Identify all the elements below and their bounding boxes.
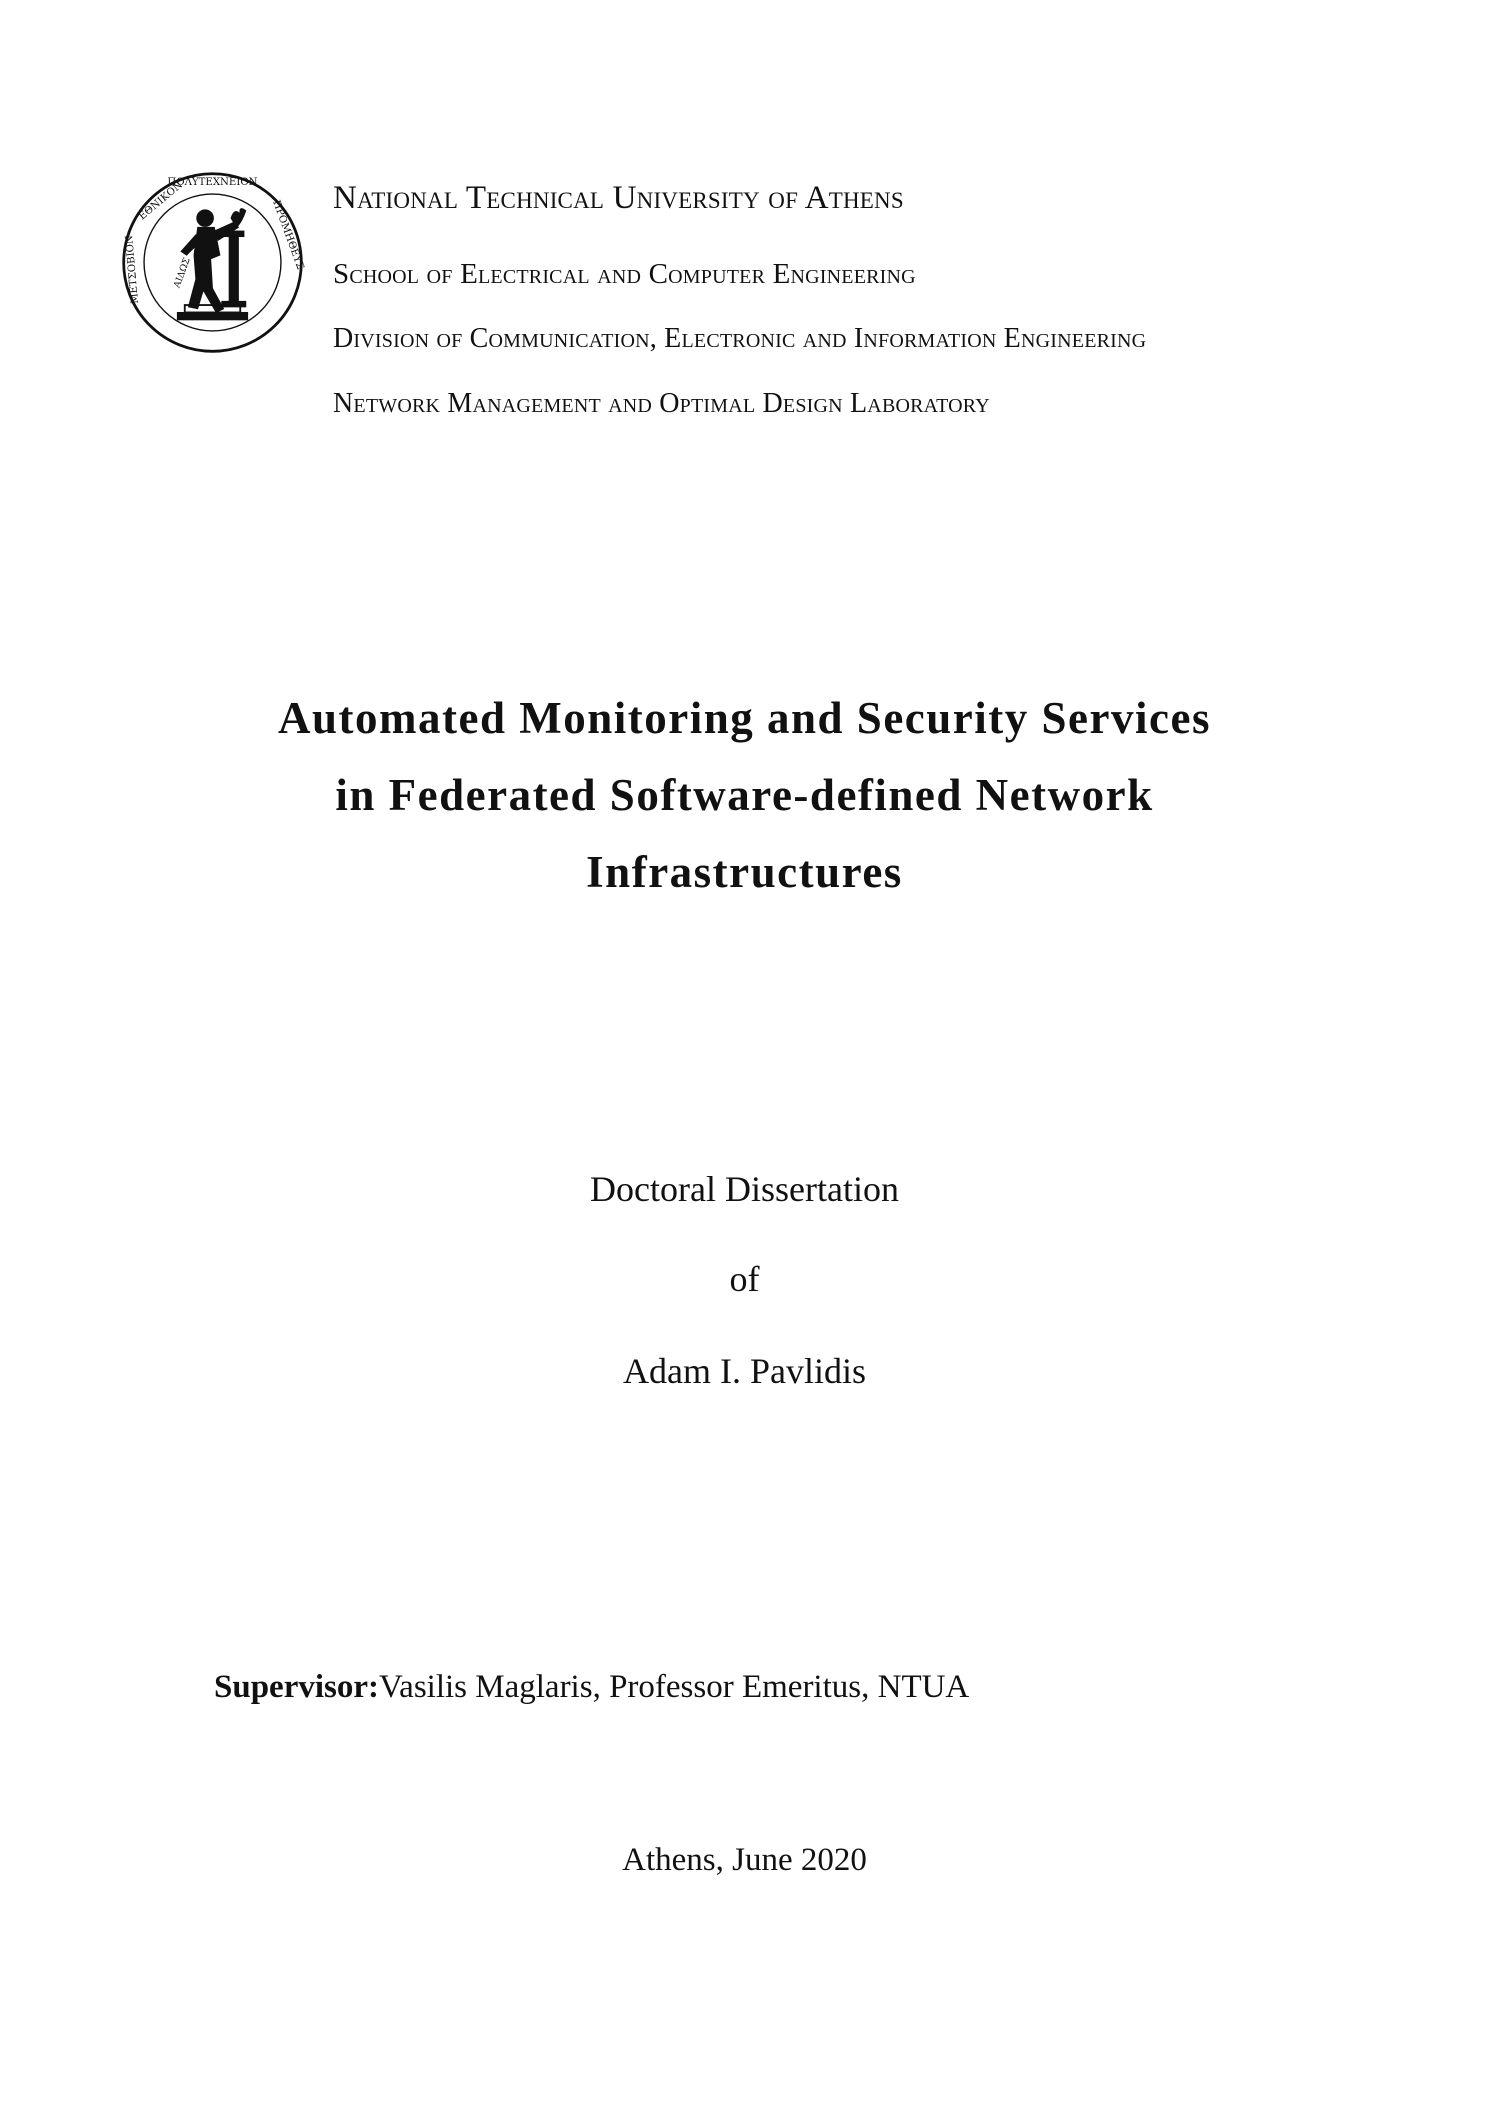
of-text: of [729, 1259, 760, 1299]
svg-text:ΑΙΔΩΣ: ΑΙΔΩΣ [171, 256, 193, 290]
title-line-1: Automated Monitoring and Security Services [278, 693, 1211, 743]
school-name: School of Electrical and Computer Engineering [333, 258, 916, 290]
university-name: National Technical University of Athens [333, 180, 904, 216]
dissertation-type: Doctoral Dissertation [590, 1169, 899, 1209]
author-name: Adam I. Pavlidis [623, 1351, 866, 1391]
svg-text:ΜΕΤΣΟΒΙΟΝ: ΜΕΤΣΟΒΙΟΝ [124, 234, 142, 305]
title-line-3: Infrastructures [586, 847, 903, 897]
division-name: Division of Communication, Electronic and Information Engineering [333, 323, 1147, 354]
svg-text:ΕΘΝΙΚΟΝ: ΕΘΝΙΚΟΝ [136, 179, 185, 223]
supervisor-name: Vasilis Maglaris, Professor Emeritus, NTUA [379, 1669, 970, 1705]
supervisor-line [214, 1669, 969, 1706]
title-line-2: in Federated Software-defined Network [335, 770, 1154, 820]
supervisor-label: Supervisor: [214, 1669, 379, 1705]
laboratory-name: Network Management and Optimal Design Laboratory [333, 388, 990, 419]
dissertation-title [0, 680, 1489, 911]
svg-text:ΠΟΛΥΤΕΧΝΕΙΟΝ: ΠΟΛΥΤΕΧΝΕΙΟΝ [167, 176, 258, 188]
ntua-seal-icon [120, 170, 305, 355]
place-date: Athens, June 2020 [622, 1842, 867, 1878]
svg-text:ΠΡΟΜΗΘΕΥΣ: ΠΡΟΜΗΘΕΥΣ [270, 198, 305, 272]
